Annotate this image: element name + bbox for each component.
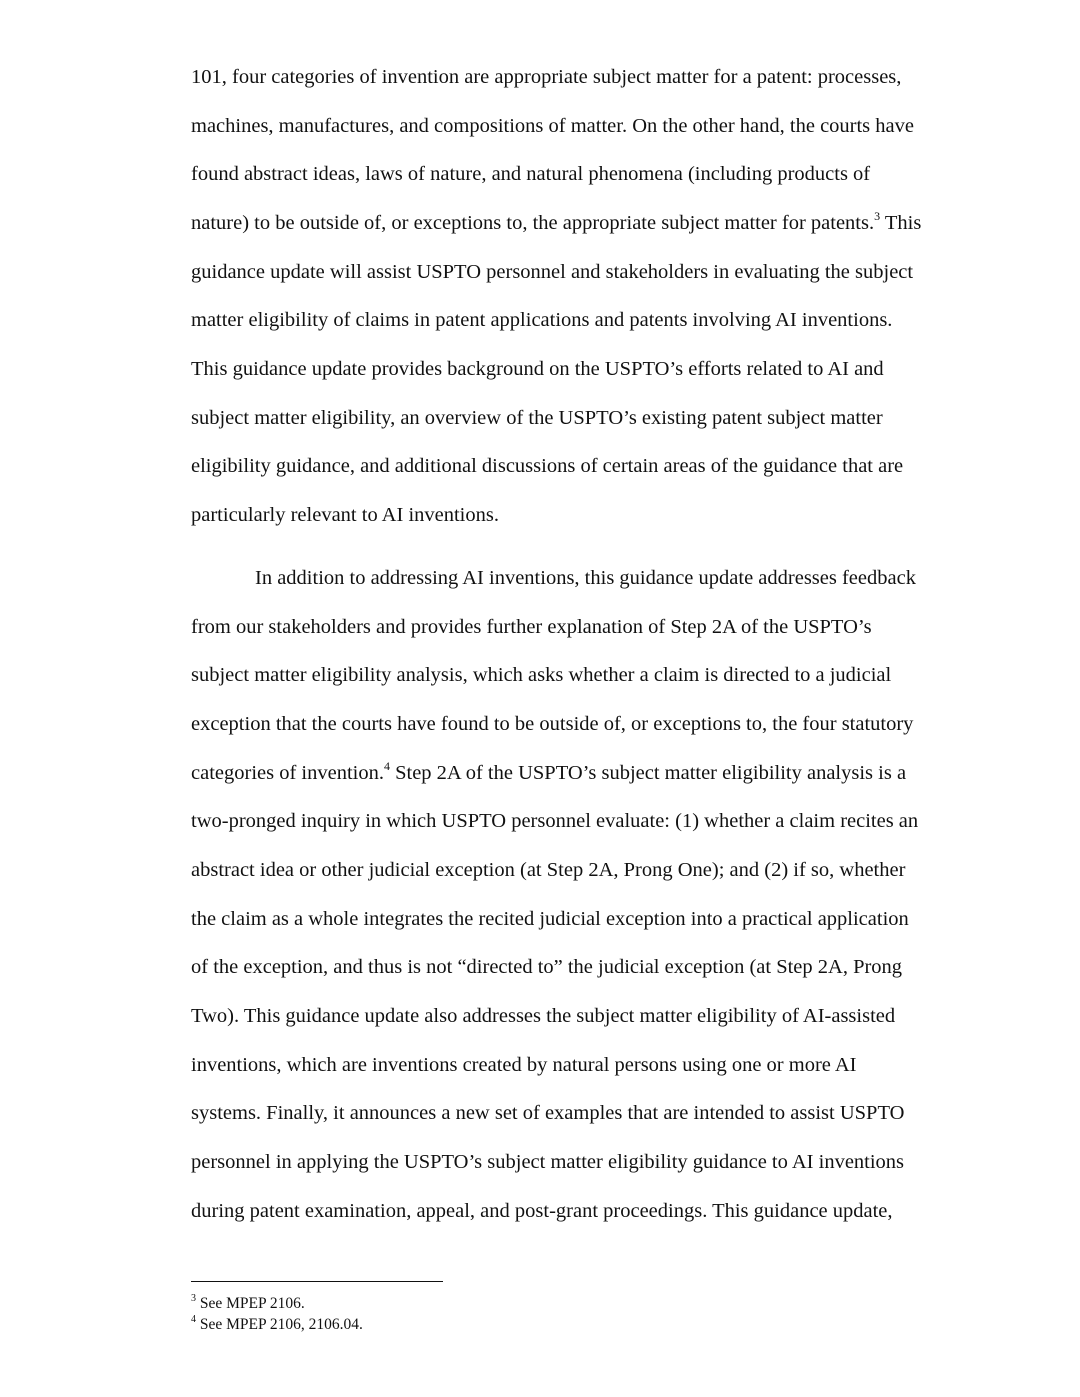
paragraph-1-line-2: machines, manufactures, and compositions of matter. On the other hand, the courts have: [191, 115, 914, 137]
footnote-3-number: 3: [191, 1292, 196, 1304]
paragraph-1-line-5: guidance update will assist USPTO personnel and stakeholders in evaluating the subject: [191, 261, 914, 283]
paragraph-2-line-3: subject matter eligibility analysis, which asks whether a claim is directed to a judicial: [191, 664, 892, 686]
paragraph-2-line-5-tail: Step 2A of the USPTO’s subject matter eligibility analysis is a: [389, 762, 907, 784]
footnote-4-text: See MPEP 2106, 2106.04.: [196, 1316, 363, 1333]
paragraph-2-line-2: from our stakeholders and provides further explanation of Step 2A of the USPTO’s: [191, 616, 872, 638]
footnote-4: [191, 1313, 363, 1334]
footnote-3-text: See MPEP 2106.: [196, 1295, 305, 1312]
paragraph-2-line-5-text: categories of invention.: [191, 762, 384, 784]
footnote-3: [191, 1292, 305, 1313]
paragraph-2-line-12: systems. Finally, it announces a new set of examples that are intended to assist USPTO: [191, 1102, 905, 1124]
paragraph-2-line-8: the claim as a whole integrates the recited judicial exception into a practical application: [191, 908, 909, 930]
paragraph-1-line-4-tail: This: [880, 212, 922, 234]
paragraph-2-line-14: during patent examination, appeal, and post-grant proceedings. This guidance update,: [191, 1200, 893, 1222]
paragraph-2-line-11: inventions, which are inventions created by natural persons using one or more AI: [191, 1054, 857, 1076]
footnote-divider: [191, 1281, 443, 1282]
paragraph-1-line-8: subject matter eligibility, an overview of the USPTO’s existing patent subject matter: [191, 407, 883, 429]
footnote-ref-3: 3: [874, 209, 881, 224]
paragraph-2-line-7: abstract idea or other judicial exception (at Step 2A, Prong One); and (2) if so, whether: [191, 859, 906, 881]
paragraph-1-line-6: matter eligibility of claims in patent applications and patents involving AI inventions.: [191, 309, 893, 331]
paragraph-2-line-13: personnel in applying the USPTO’s subject matter eligibility guidance to AI inventions: [191, 1151, 905, 1173]
paragraph-1-line-1: 101, four categories of invention are appropriate subject matter for a patent: processes,: [191, 66, 902, 88]
paragraph-1-line-4-text: nature) to be outside of, or exceptions to, the appropriate subject matter for patents.: [191, 212, 875, 234]
footnote-4-number: 4: [191, 1313, 196, 1325]
paragraph-2-line-9: of the exception, and thus is not “directed to” the judicial exception (at Step 2A, Prong: [191, 956, 903, 978]
paragraph-2-line-5: [191, 761, 906, 785]
paragraph-2-line-4: exception that the courts have found to be outside of, or exceptions to, the four statutory: [191, 713, 914, 735]
paragraph-1-line-3: found abstract ideas, laws of nature, and natural phenomena (including products of: [191, 163, 871, 185]
paragraph-2-line-6: two-pronged inquiry in which USPTO personnel evaluate: (1) whether a claim recites an: [191, 810, 919, 832]
footnote-ref-4: 4: [383, 759, 390, 774]
paragraph-1-line-9: eligibility guidance, and additional discussions of certain areas of the guidance that are: [191, 455, 904, 477]
paragraph-1-line-4: [191, 211, 921, 235]
paragraph-1-line-10: particularly relevant to AI inventions.: [191, 504, 499, 526]
paragraph-1-line-7: This guidance update provides background on the USPTO’s efforts related to AI and: [191, 358, 884, 380]
paragraph-2-line-10: Two). This guidance update also addresses the subject matter eligibility of AI-assisted: [191, 1005, 896, 1027]
paragraph-2-line-1: In addition to addressing AI inventions, this guidance update addresses feedback: [255, 567, 916, 589]
